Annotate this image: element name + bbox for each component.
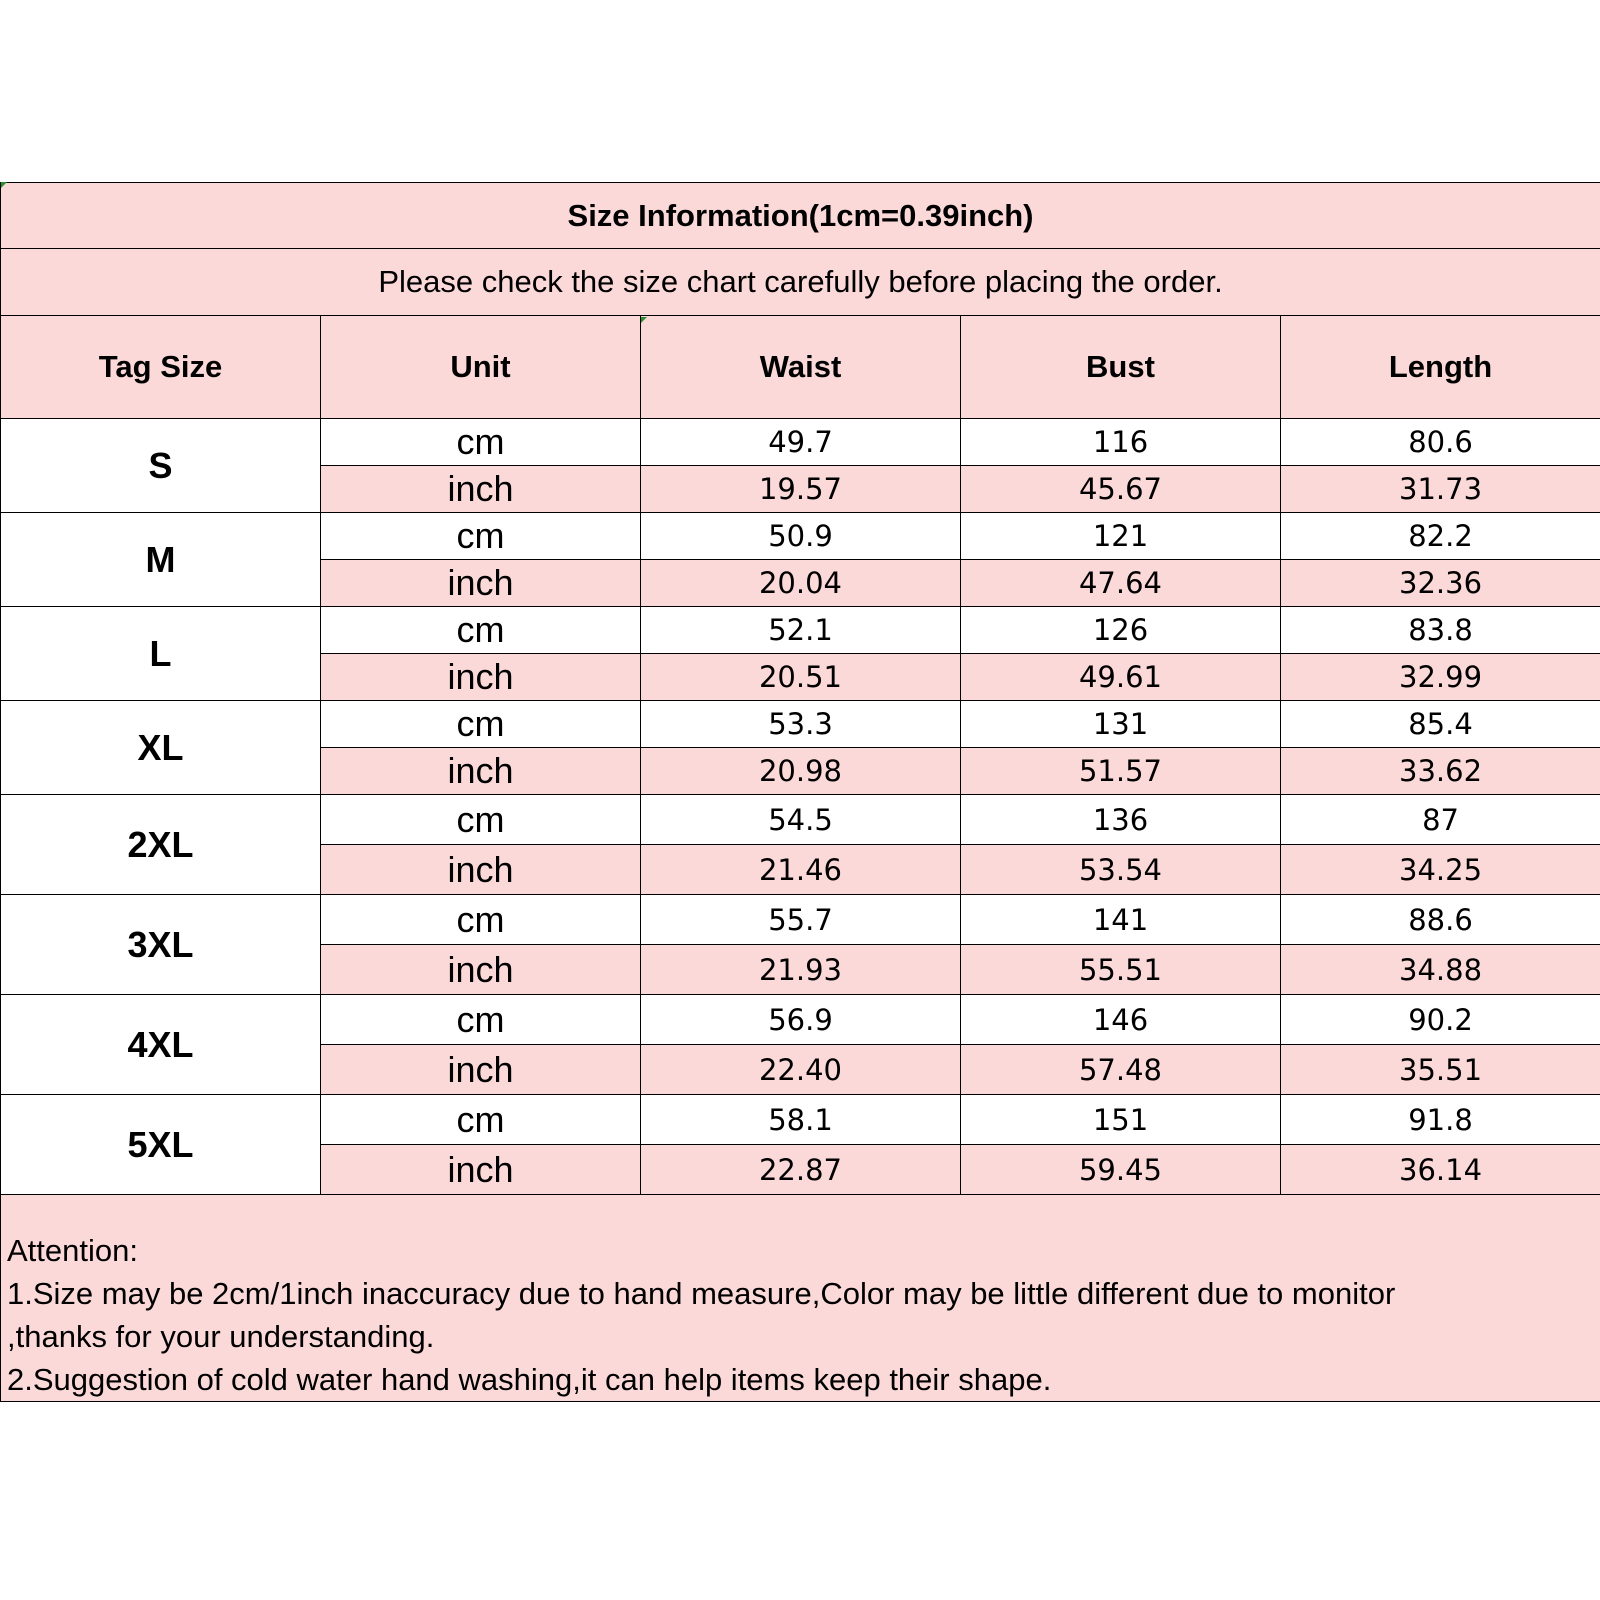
unit-cell: inch	[321, 945, 641, 995]
bust-value-cell: 53.54	[961, 845, 1281, 895]
attention-heading: Attention:	[7, 1233, 138, 1268]
length-value-cell: 34.25	[1281, 845, 1600, 895]
tag-size-cell: 3XL	[1, 895, 321, 995]
waist-value-cell: 22.40	[641, 1045, 961, 1095]
bust-value-cell: 45.67	[961, 466, 1281, 513]
length-value-cell: 33.62	[1281, 748, 1600, 795]
bust-value-cell: 146	[961, 995, 1281, 1045]
length-value-cell: 87	[1281, 795, 1600, 845]
waist-value-cell: 21.46	[641, 845, 961, 895]
table-row	[1, 607, 1600, 654]
waist-value-cell: 52.1	[641, 607, 961, 654]
length-value-cell: 90.2	[1281, 995, 1600, 1045]
chart-subtitle: Please check the size chart carefully before placing the order.	[1, 249, 1600, 316]
note-line: 1.Size may be 2cm/1inch inaccuracy due to hand measure,Color may be little different due to monitor	[7, 1276, 1396, 1311]
chart-title: Size Information(1cm=0.39inch)	[1, 183, 1600, 249]
unit-cell: inch	[321, 845, 641, 895]
tag-size-cell: S	[1, 419, 321, 513]
bust-value-cell: 55.51	[961, 945, 1281, 995]
unit-cell: cm	[321, 1095, 641, 1145]
unit-cell: cm	[321, 795, 641, 845]
bust-value-cell: 141	[961, 895, 1281, 945]
length-value-cell: 36.14	[1281, 1145, 1600, 1195]
column-header-tag-size: Tag Size	[1, 316, 321, 419]
tag-size-cell: 5XL	[1, 1095, 321, 1195]
table-row	[1, 419, 1600, 466]
length-value-cell: 82.2	[1281, 513, 1600, 560]
length-value-cell: 34.88	[1281, 945, 1600, 995]
length-value-cell: 32.36	[1281, 560, 1600, 607]
waist-value-cell: 55.7	[641, 895, 961, 945]
bust-value-cell: 49.61	[961, 654, 1281, 701]
bust-value-cell: 116	[961, 419, 1281, 466]
waist-value-cell: 56.9	[641, 995, 961, 1045]
table-row	[1, 795, 1600, 845]
bust-value-cell: 57.48	[961, 1045, 1281, 1095]
unit-cell: inch	[321, 560, 641, 607]
unit-cell: inch	[321, 748, 641, 795]
bust-value-cell: 126	[961, 607, 1281, 654]
unit-cell: cm	[321, 607, 641, 654]
waist-value-cell: 20.98	[641, 748, 961, 795]
length-value-cell: 31.73	[1281, 466, 1600, 513]
waist-value-cell: 50.9	[641, 513, 961, 560]
column-header-length: Length	[1281, 316, 1600, 419]
unit-cell: cm	[321, 419, 641, 466]
table-row	[1, 701, 1600, 748]
size-table	[0, 182, 1600, 1402]
waist-value-cell: 20.04	[641, 560, 961, 607]
note-line: ,thanks for your understanding.	[7, 1319, 435, 1354]
unit-cell: inch	[321, 654, 641, 701]
cell-marker-icon	[1, 182, 7, 188]
table-row	[1, 895, 1600, 945]
length-value-cell: 91.8	[1281, 1095, 1600, 1145]
bust-value-cell: 151	[961, 1095, 1281, 1145]
table-row	[1, 513, 1600, 560]
tag-size-cell: 2XL	[1, 795, 321, 895]
unit-cell: inch	[321, 466, 641, 513]
tag-size-cell: L	[1, 607, 321, 701]
tag-size-cell: M	[1, 513, 321, 607]
waist-value-cell: 54.5	[641, 795, 961, 845]
bust-value-cell: 136	[961, 795, 1281, 845]
unit-cell: cm	[321, 513, 641, 560]
column-header-unit: Unit	[321, 316, 641, 419]
bust-value-cell: 47.64	[961, 560, 1281, 607]
tag-size-cell: XL	[1, 701, 321, 795]
bust-value-cell: 59.45	[961, 1145, 1281, 1195]
unit-cell: cm	[321, 895, 641, 945]
length-value-cell: 35.51	[1281, 1045, 1600, 1095]
column-header-waist: Waist	[641, 316, 961, 419]
length-value-cell: 32.99	[1281, 654, 1600, 701]
waist-value-cell: 22.87	[641, 1145, 961, 1195]
waist-value-cell: 21.93	[641, 945, 961, 995]
waist-value-cell: 20.51	[641, 654, 961, 701]
tag-size-cell: 4XL	[1, 995, 321, 1095]
unit-cell: inch	[321, 1045, 641, 1095]
bust-value-cell: 51.57	[961, 748, 1281, 795]
waist-value-cell: 49.7	[641, 419, 961, 466]
length-value-cell: 85.4	[1281, 701, 1600, 748]
unit-cell: cm	[321, 701, 641, 748]
note-line: 2.Suggestion of cold water hand washing,it can help items keep their shape.	[7, 1362, 1052, 1397]
bust-value-cell: 121	[961, 513, 1281, 560]
waist-value-cell: 19.57	[641, 466, 961, 513]
bust-value-cell: 131	[961, 701, 1281, 748]
unit-cell: inch	[321, 1145, 641, 1195]
unit-cell: cm	[321, 995, 641, 1045]
length-value-cell: 83.8	[1281, 607, 1600, 654]
attention-notes	[1, 1195, 1600, 1402]
table-row	[1, 995, 1600, 1045]
waist-value-cell: 53.3	[641, 701, 961, 748]
table-row	[1, 1095, 1600, 1145]
cell-marker-icon	[641, 317, 647, 323]
length-value-cell: 88.6	[1281, 895, 1600, 945]
length-value-cell: 80.6	[1281, 419, 1600, 466]
column-header-bust: Bust	[961, 316, 1281, 419]
waist-value-cell: 58.1	[641, 1095, 961, 1145]
size-chart	[0, 182, 1600, 1402]
